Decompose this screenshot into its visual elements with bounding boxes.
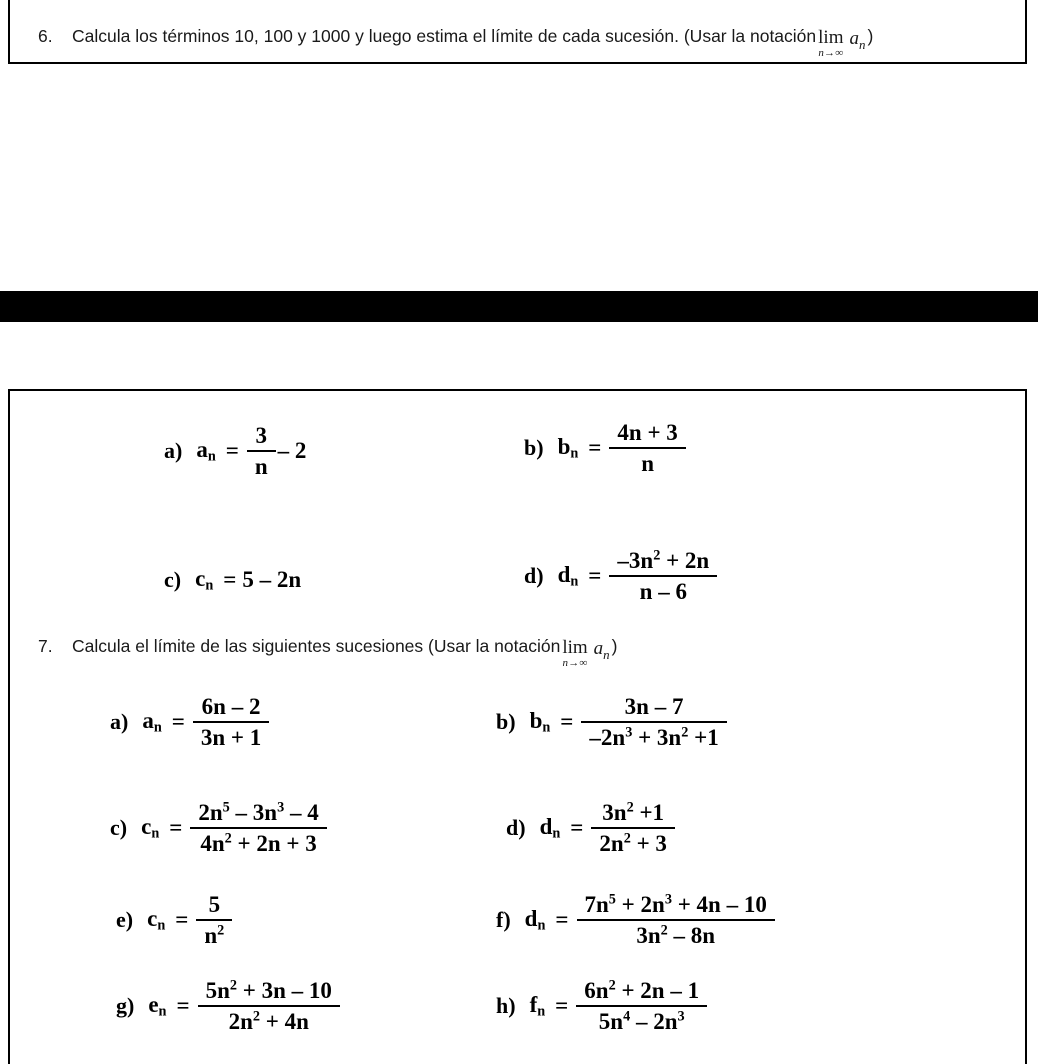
formula-6d-fraction xyxy=(609,548,717,605)
formula-7c-fraction xyxy=(190,800,326,857)
formula-7g xyxy=(116,978,342,1035)
exercise-6-prompt xyxy=(38,26,873,58)
formula-6b-numerator: 4n + 3 xyxy=(617,420,678,445)
formula-7b-lhs: $b_n$ xyxy=(529,707,551,736)
formula-6b-equals: = xyxy=(588,435,602,461)
formula-7c-equals: = xyxy=(169,815,183,841)
formula-7e-denominator: $n^2$ xyxy=(196,919,232,949)
formula-6b-fraction xyxy=(609,420,685,477)
black-separator-band xyxy=(0,291,1038,322)
formula-7h-equals: = xyxy=(555,993,569,1019)
exercise-7-prompt xyxy=(38,636,617,668)
formula-7d-lhs: $d_n$ xyxy=(539,813,561,842)
formula-7b-equals: = xyxy=(560,709,574,735)
formula-6d-equals: = xyxy=(588,563,602,589)
formula-7b-numerator: 3n – 7 xyxy=(624,694,684,719)
formula-7c-lhs: $c_n$ xyxy=(141,813,160,842)
formula-6a-fraction xyxy=(247,423,276,480)
formula-7d-denominator: $2n^2 + 3$ xyxy=(591,827,675,857)
formula-7f-denominator: $3n^2 - 8n$ xyxy=(577,919,775,949)
formula-7b-fraction xyxy=(581,694,726,751)
formula-7d xyxy=(506,800,677,857)
formula-6a-lhs: $a_n$ xyxy=(196,436,216,465)
formula-7g-fraction xyxy=(198,978,340,1035)
formula-6d-numerator: $-3n^2 + 2n$ xyxy=(617,547,710,573)
formula-7d-tag: d) xyxy=(506,815,526,841)
formula-6d-lhs: $d_n$ xyxy=(557,561,579,590)
formula-7a-tag: a) xyxy=(110,709,129,735)
formula-7a-equals: = xyxy=(171,709,185,735)
formula-6c-tag: c) xyxy=(164,567,182,593)
formula-6a xyxy=(164,423,306,480)
closing-paren-6: ) xyxy=(867,26,874,46)
formula-7a-denominator: 3n + 1 xyxy=(193,721,269,751)
formula-7e-tag: e) xyxy=(116,907,134,933)
formula-6c xyxy=(164,566,301,595)
formula-7c xyxy=(110,800,329,857)
formula-6a-equals: = xyxy=(225,438,239,464)
formula-6c-equals: = xyxy=(223,567,237,593)
closing-paren-7: ) xyxy=(611,636,618,656)
formula-6c-lhs: $c_n$ xyxy=(195,566,214,594)
formula-7h-numerator: $6n^2 + 2n - 1$ xyxy=(584,977,700,1003)
formula-7f-tag: f) xyxy=(496,907,511,933)
exercise-7-text: Calcula el límite de las siguientes sucesiones (Usar la notación xyxy=(72,636,561,656)
formula-7f-fraction xyxy=(577,892,775,949)
formula-7a-fraction xyxy=(193,694,269,751)
formula-6a-numerator: 3 xyxy=(255,423,268,448)
formula-7f-lhs: $d_n$ xyxy=(524,905,546,934)
limit-operator: lim xyxy=(562,637,588,658)
formula-6d-tag: d) xyxy=(524,563,544,589)
formula-7g-numerator: $5n^2 + 3n - 10$ xyxy=(205,977,332,1003)
formula-6c-rhs: 5 – 2n xyxy=(242,567,302,593)
formula-6d-denominator: n – 6 xyxy=(609,575,717,605)
formula-7f-equals: = xyxy=(555,907,569,933)
formula-6a-tag: a) xyxy=(164,438,183,464)
formula-7f-numerator: $7n^5 + 2n^3 + 4n - 10$ xyxy=(584,891,767,917)
formula-7h-lhs: $f_n$ xyxy=(529,991,546,1020)
formula-7e xyxy=(116,892,234,949)
limit-notation-7 xyxy=(562,638,609,669)
formula-7h-denominator: $5n^4 - 2n^3$ xyxy=(576,1005,707,1035)
formula-7h-tag: h) xyxy=(496,993,516,1019)
limit-subscript: n→∞ xyxy=(562,657,588,669)
formula-7a-lhs: $a_n$ xyxy=(142,707,162,736)
formula-7c-denominator: $4n^2 + 2n + 3$ xyxy=(190,827,326,857)
formula-7e-numerator: 5 xyxy=(208,892,221,917)
exercise-7-number: 7. xyxy=(38,636,53,656)
formula-7h-fraction xyxy=(576,978,707,1035)
formula-7g-denominator: $2n^2 + 4n$ xyxy=(198,1005,340,1035)
formula-7d-equals: = xyxy=(570,815,584,841)
formula-7c-tag: c) xyxy=(110,815,128,841)
formula-6b xyxy=(524,420,688,477)
formula-6b-lhs: $b_n$ xyxy=(557,433,579,462)
limit-argument: $a_n$ xyxy=(849,28,866,52)
limit-argument: $a_n$ xyxy=(593,638,610,662)
exercise-6-text: Calcula los términos 10, 100 y 1000 y luego estima el límite de cada sucesión. (Usar la notación xyxy=(72,26,817,46)
formula-7c-numerator: $2n^5 - 3n^3 - 4$ xyxy=(198,799,319,825)
formula-7e-lhs: $c_n$ xyxy=(147,905,166,934)
formula-7e-equals: = xyxy=(175,907,189,933)
exercise-6-number: 6. xyxy=(38,26,53,46)
formula-7a-numerator: 6n – 2 xyxy=(201,694,261,719)
formula-6a-trailing: – 2 xyxy=(277,438,307,464)
formula-6b-tag: b) xyxy=(524,435,544,461)
formula-7b xyxy=(496,694,729,751)
limit-subscript: n→∞ xyxy=(818,47,844,59)
formula-7g-equals: = xyxy=(176,993,190,1019)
formula-7f xyxy=(496,892,777,949)
limit-stack xyxy=(562,638,587,669)
formula-7b-tag: b) xyxy=(496,709,516,735)
formula-7h xyxy=(496,978,709,1035)
limit-notation-6 xyxy=(818,28,865,59)
formula-7a xyxy=(110,694,271,751)
formula-7d-numerator: $3n^2 +1$ xyxy=(602,799,665,825)
limit-stack xyxy=(818,28,843,59)
limit-operator: lim xyxy=(818,27,844,48)
formula-7e-fraction xyxy=(196,892,232,949)
formula-6a-denominator: n xyxy=(247,450,276,480)
formula-7d-fraction xyxy=(591,800,675,857)
formula-7g-lhs: $e_n$ xyxy=(148,991,167,1020)
formula-6d xyxy=(524,548,719,605)
formula-7b-denominator: $-2n^3 + 3n^2 +1$ xyxy=(581,721,726,751)
formula-7g-tag: g) xyxy=(116,993,135,1019)
formula-6b-denominator: n xyxy=(609,447,685,477)
